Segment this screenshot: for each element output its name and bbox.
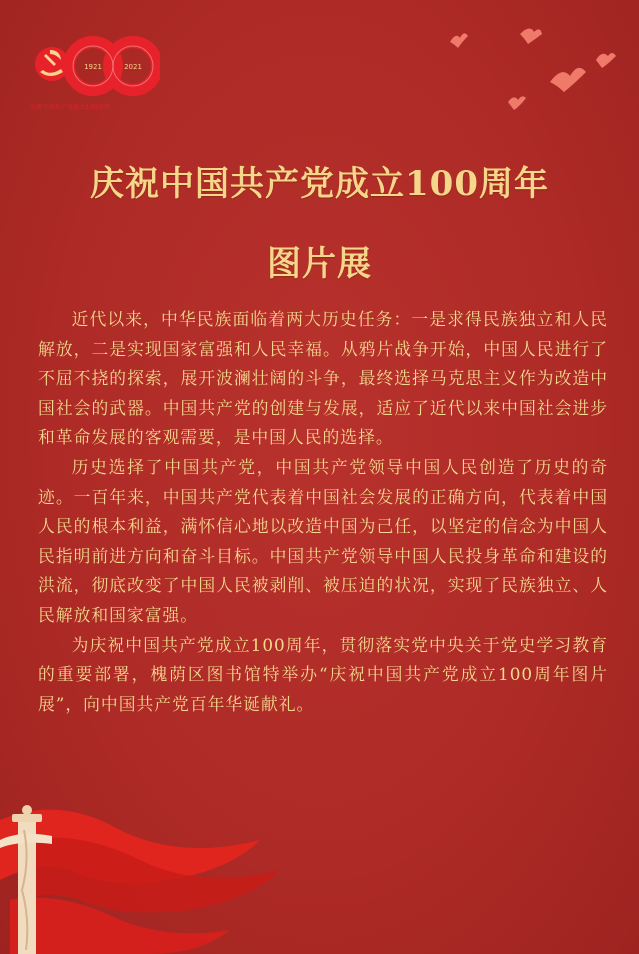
article-body — [38, 305, 608, 719]
ribbon-column-decoration — [0, 800, 300, 954]
paragraph: 历史选择了中国共产党，中国共产党领导中国人民创造了历史的奇迹。一百年来，中国共产党代表着中国社会发展的正确方向，代表着中国人民的根本利益，满怀信心地以改造中国为己任，以坚定的信念为中国人民指明前进方向和奋斗目标。中国共产党领导中国人民投身革命和建设的洪流，彻底改变了中国人民被剥削、被压迫的状况，实现了民族独立、人民解放和国家富强。 — [38, 456, 608, 625]
dove-icon — [550, 68, 586, 92]
page-title: 庆祝中国共产党成立100周年 — [90, 164, 549, 204]
logo-year-start: 1921 — [84, 63, 102, 71]
centenary-logo-graphic — [30, 36, 160, 102]
logo-caption: 庆祝中国共产党成立100周年 — [30, 104, 111, 111]
logo-year-end: 2021 — [124, 63, 142, 71]
dove-icon — [596, 53, 616, 68]
paragraph: 为庆祝中国共产党成立100周年，贯彻落实党中央关于党史学习教育的重要部署，槐荫区图书馆特举办“庆祝中国共产党成立100周年图片展”，向中国共产党百年华诞献礼。 — [38, 634, 608, 714]
paragraph: 近代以来，中华民族面临着两大历史任务：一是求得民族独立和人民解放，二是实现国家富强和人民幸福。从鸦片战争开始，中国人民进行了不屈不挠的探索，展开波澜壮阔的斗争，最终选择马克思主义作为改造中国社会的武器。中国共产党的创建与发展，适应了近代以来中国社会进步和革命发展的客观需要，是中国人民的选择。 — [38, 309, 608, 448]
page-subtitle: 图片展 — [267, 244, 372, 284]
dove-icon — [508, 96, 526, 110]
centenary-logo — [30, 36, 160, 126]
flying-doves — [430, 22, 620, 132]
dove-icon — [520, 28, 542, 44]
dove-icon — [450, 33, 468, 48]
